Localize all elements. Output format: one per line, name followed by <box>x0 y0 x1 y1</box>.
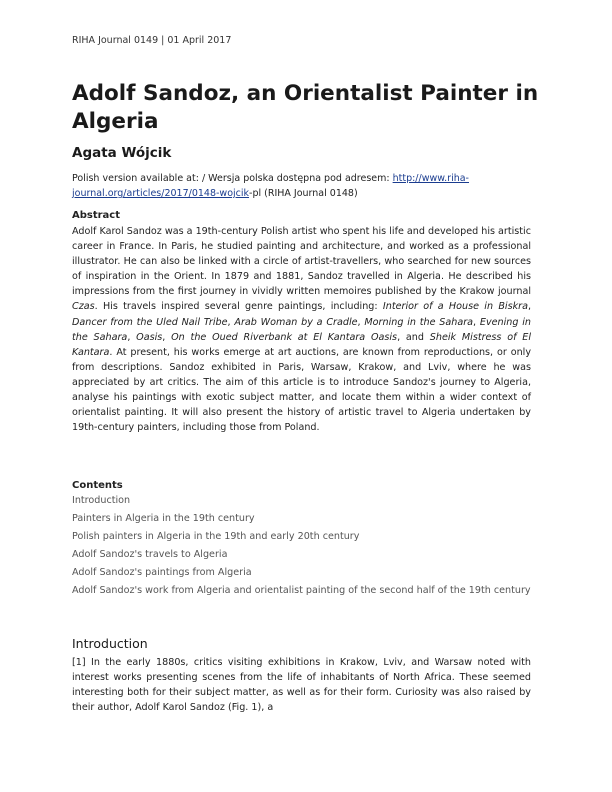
toc-item[interactable] <box>72 512 531 527</box>
polish-version-note <box>72 171 531 201</box>
work-title: Sheik Mistress of El Kantara <box>72 331 532 358</box>
polish-version-prefix: Polish version available at: / Wersja polska dostępna pod adresem: <box>72 173 393 184</box>
separator: , <box>357 316 365 328</box>
article-title: Adolf Sandoz, an Orientalist Painter in Algeria <box>72 81 539 134</box>
abstract-part: . His travels inspired several genre paintings, including: <box>94 301 383 313</box>
toc-link-painters-in-algeria[interactable]: Painters in Algeria in the 19th century <box>72 513 255 525</box>
work-title: On the Oued Riverbank at El Kantara Oasis <box>171 331 398 343</box>
toc-item[interactable] <box>72 566 531 581</box>
section-heading-introduction: Introduction <box>72 636 148 651</box>
polish-version-link[interactable]: http://www.riha-journal.org/articles/2017/0148-wojcik <box>72 173 469 199</box>
toc-link-sandoz-travels[interactable]: Adolf Sandoz's travels to Algeria <box>72 549 228 561</box>
polish-version-suffix: -pl (RIHA Journal 0148) <box>249 188 358 199</box>
toc-link-sandoz-paintings[interactable]: Adolf Sandoz's paintings from Algeria <box>72 567 252 579</box>
toc-link-polish-painters[interactable]: Polish painters in Algeria in the 19th and early 20th century <box>72 531 360 543</box>
abstract-text <box>72 224 531 435</box>
work-title: Oasis <box>136 331 163 343</box>
contents-heading: Contents <box>72 480 123 491</box>
work-title: Arab Woman by a Cradle <box>234 316 358 328</box>
article-author: Agata Wójcik <box>72 145 172 161</box>
paragraph-1: [1] In the early 1880s, critics visiting exhibitions in Krakow, Lviv, and Warsaw noted with interest works presenting scenes from the life of inhabitants of North Africa. These seemed interesting both for their subject matter, as well as for their form. Curiosity was also raised by their author, Adolf Karol Sandoz (Fig. 1), a <box>72 657 531 714</box>
toc-item[interactable] <box>72 584 531 599</box>
work-title: Evening in the Sahara <box>72 316 532 343</box>
work-title: Interior of a House in Biskra <box>382 301 528 313</box>
separator: , <box>527 301 532 313</box>
separator: , <box>127 331 137 343</box>
abstract-heading: Abstract <box>72 210 121 221</box>
abstract-part: . At present, his works emerge at art auctions, are known from reproductions, or only from descriptions. Sandoz exhibited in Paris, Warsaw, Krakow, and Lviv, where he was appreciated by art critics. The aim of this article is to introduce Sandoz's journey to Algeria, analyse his paintings with exotic subject matter, and locate them within a wider context of orientalist painting. It will also present the history of artistic travel to Algeria undertaken by 19th-century painters, including those from Poland. <box>72 346 531 434</box>
work-title: Dancer from the Uled Nail Tribe <box>72 316 228 328</box>
separator: , <box>473 316 480 328</box>
abstract-part: Adolf Karol Sandoz was a 19th-century Polish artist who spent his life and developed his artistic career in France. In Paris, he studied painting and architecture, and worked as a professional illustrator. He can also be linked with a circle of artist-travellers, who searched for new sources of inspiration in the Orient. In 1879 and 1881, Sandoz travelled in Algeria. He described his impressions from the first journey in vividly written memoires published by the Krakow journal <box>72 226 531 298</box>
toc-item[interactable] <box>72 530 531 545</box>
toc-item[interactable] <box>72 548 531 563</box>
toc-link-introduction[interactable]: Introduction <box>72 495 131 506</box>
separator: , <box>162 331 172 343</box>
toc-link-sandoz-work-orientalist[interactable]: Adolf Sandoz's work from Algeria and orientalist painting of the second half of the 19th century <box>72 585 531 597</box>
toc-item[interactable] <box>72 494 531 509</box>
journal-header: RIHA Journal 0149 | 01 April 2017 <box>72 35 232 46</box>
table-of-contents <box>72 494 531 603</box>
separator: , and <box>397 331 430 343</box>
separator: , <box>227 316 235 328</box>
journal-name: Czas <box>72 301 95 313</box>
work-title: Morning in the Sahara <box>364 316 474 328</box>
